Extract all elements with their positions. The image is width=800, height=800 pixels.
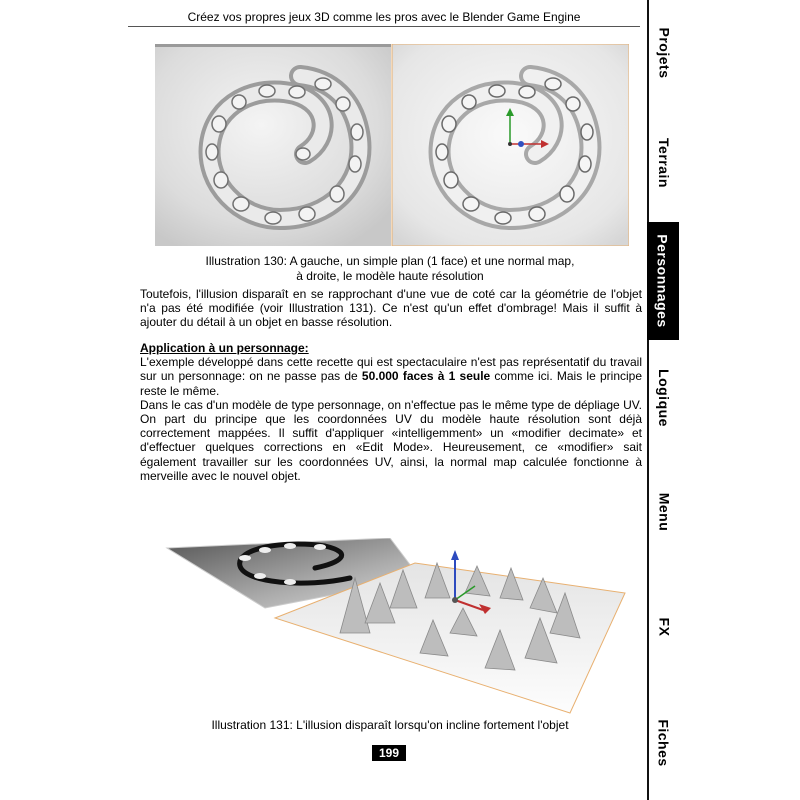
paragraph: Dans le cas d'un modèle de type personnage, on n'effectue pas le même type de dépliage UV. On part du principe que les coordonnées UV du modèle haute résolution sont déjà correctement mappées. Il suffit d'appliquer «intelligemment» un «modifier decimate» et d'effectuer quelques corrections en «Edit Mode». Heureusement, ce «modifier» sait également travailler sur les coordonnées UV, ainsi, la normal map calculée fonctionne à merveille avec le nouvel objet. bbox=[140, 397, 642, 483]
tab-fx[interactable] bbox=[649, 610, 679, 644]
tab-menu[interactable] bbox=[649, 482, 679, 542]
figure-caption-130 bbox=[150, 254, 630, 284]
text-run: L'exemple développé dans cette recette qui est spectaculaire n'est pas représentatif du travail sur un personnage: on ne passe pas de bbox=[140, 355, 642, 384]
paragraph-intro bbox=[140, 287, 642, 330]
page-number: 199 bbox=[372, 745, 406, 761]
illustration-131 bbox=[165, 538, 635, 718]
caption-line: à droite, le modèle haute résolution bbox=[296, 269, 484, 283]
paragraph: Toutefois, l'illusion disparaît en se rapprochant d'une vue de coté car la géométrie de l'objet n'a pas été modifiée (voir Illustration 131). Ce n'est qu'un effet d'ombrage! Mais il suffit à ajouter du détail à un objet en basse résolution. bbox=[140, 287, 642, 330]
tab-logique[interactable] bbox=[649, 360, 679, 436]
text-run: comme ici. Mais le principe reste le même. bbox=[140, 369, 643, 398]
running-header: Créez vos propres jeux 3D comme les pros avec le Blender Game Engine bbox=[128, 8, 640, 27]
tab-label: Menu bbox=[656, 492, 672, 532]
illustration-130 bbox=[155, 44, 629, 246]
tab-label: Fiches bbox=[656, 719, 673, 767]
tab-label: Terrain bbox=[656, 138, 672, 188]
caption-line: Illustration 130: A gauche, un simple plan (1 face) et une normal map, bbox=[205, 254, 575, 268]
tab-fiches[interactable] bbox=[649, 712, 679, 774]
tab-personnages[interactable] bbox=[647, 222, 679, 340]
bold-text: 50.000 faces à 1 seule bbox=[361, 369, 491, 384]
tab-label: Projets bbox=[656, 27, 672, 79]
tab-label: Personnages bbox=[655, 234, 671, 328]
tab-label: FX bbox=[655, 617, 672, 637]
tab-projets[interactable] bbox=[649, 18, 679, 88]
tab-terrain[interactable] bbox=[649, 128, 679, 198]
chapter-tabs bbox=[649, 0, 681, 800]
paragraph bbox=[140, 355, 642, 398]
section-heading: Application à un personnage: bbox=[140, 341, 309, 355]
figure-caption-131: Illustration 131: L'illusion disparaît lorsqu'on incline fortement l'objet bbox=[211, 718, 569, 732]
tab-label: Logique bbox=[656, 369, 672, 427]
section-application bbox=[140, 341, 642, 483]
